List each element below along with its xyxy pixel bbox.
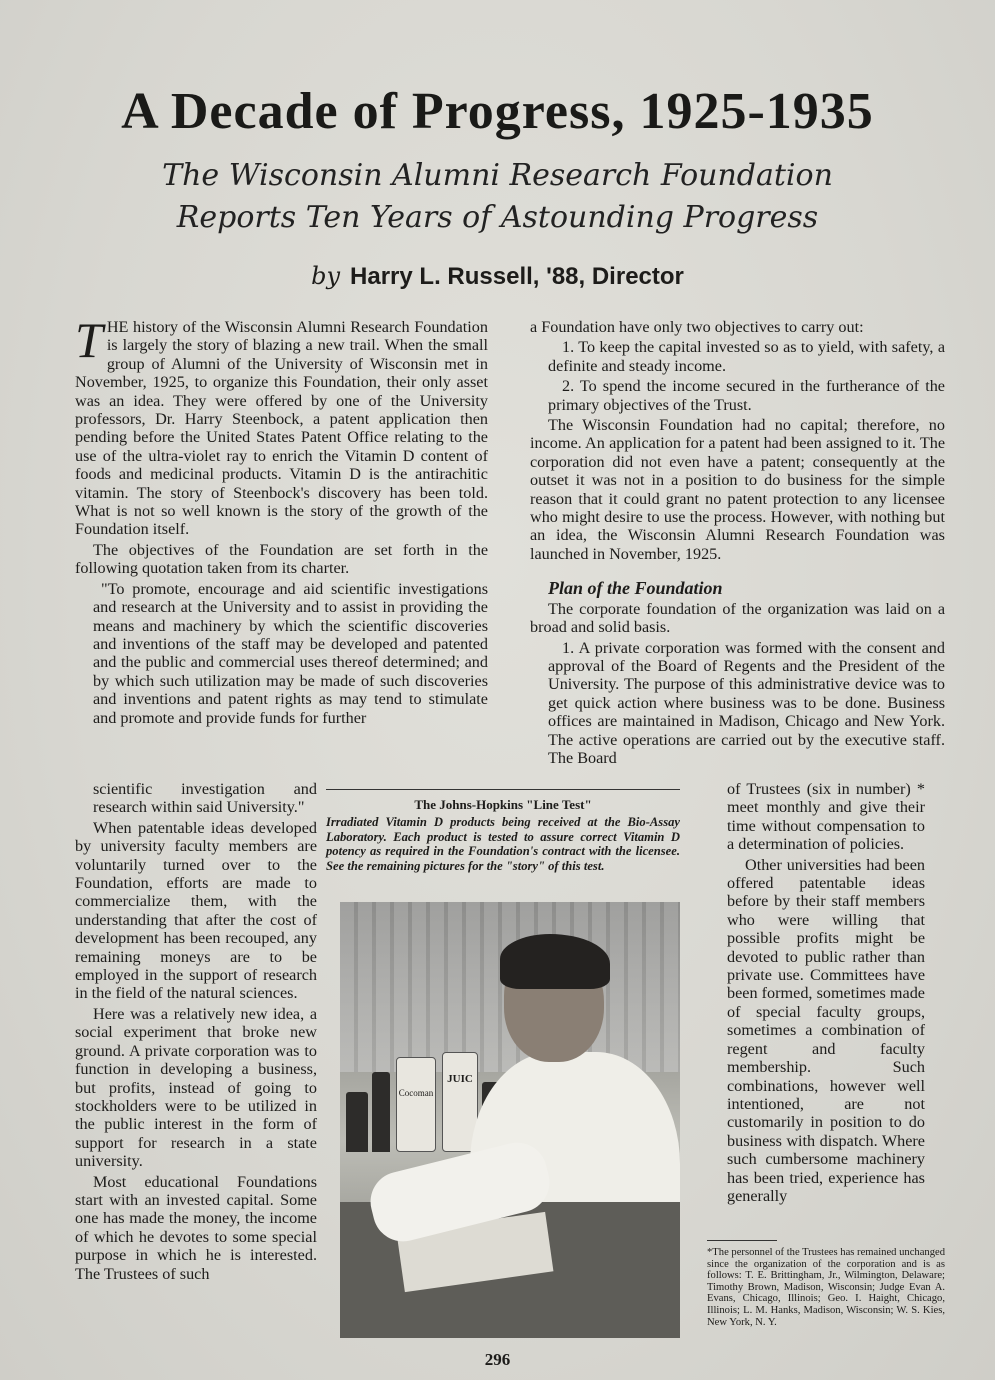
paragraph-intro-text: HE history of the Wisconsin Alumni Research Foundation is largely the story of blazing a new trail. When the small group of Alumni of the University of Wisconsin met in November, 1925, to organize this Foundation, their only asset was an idea. They were offered by one of the University professors, Dr. Harry Steenbock, a patent application then pending before the United States Patent Office relating to the use of the ultra-violet ray to enrich the Vitamin D content of foods and medicinal products. Vitamin D is the antirachitic vitamin. The story of Steenbock's discovery has been told. What is not so well known is the story of the growth of the Foundation itself. [75,318,488,539]
charter-quote: "To promote, encourage and aid scientific investigations and research at the University and to assist in providing the means and machinery by which the scientific discoveries and inventions of the staff may be developed and patented and the public and commercial uses thereof determined; and by which such utilization may be made of such discoveries and inventions and patent rights as may tend to stimulate and promote and provide funds for further [93,579,488,727]
byline-author: Harry L. Russell, '88, Director [350,263,684,290]
section-heading-plan: Plan of the Foundation [548,578,723,599]
can-label-juice: JUIC [442,1052,478,1152]
paragraph-intro [75,312,488,539]
can-label-cocoman: Cocoman [396,1057,436,1152]
left-narrow-column [75,780,317,1285]
photo-caption-title: The Johns-Hopkins "Line Test" [414,797,592,812]
article-title: A Decade of Progress, 1925-1935 [121,83,874,140]
right-narrow-column [727,780,925,1207]
paragraph-two-objectives: a Foundation have only two objectives to carry out: [530,318,864,336]
article-subtitle-line-1: The Wisconsin Alumni Research Foundation [162,158,833,193]
caption-rule [326,789,680,790]
laboratory-photo [340,902,680,1338]
footnote-text: *The personnel of the Trustees has remained unchanged since the organization of the corporation and is as follows: T. E. Brittingham, Jr., Wilmington, Delaware; Timothy Brown, Madison, Wisconsin; Judge Evan A. Evans, Chicago, Illinois; Geo. I. Haight, Chicago, Illinois; L. M. Hanks, Madison, Wisconsin; W. S. Kies, New York, N. Y. [707,1247,946,1328]
paragraph-corporate-foundation: The corporate foundation of the organization was laid on a broad and solid basis. [530,599,945,637]
byline-by: by [311,262,341,290]
drop-cap: T [75,312,103,368]
footnote [707,1240,945,1328]
paragraph-educational-foundations: Most educational Foundations start with an invested capital. Some one has made the money, the income of which he devotes to some special purpose in which he is interested. The Trustees of such [75,1172,317,1283]
footnote-rule [707,1240,777,1241]
photo-caption-text: Irradiated Vitamin D products being received at the Bio-Assay Laboratory. Each product is tested to assure correct Vitamin D potency as required in the Foundation's contract with the licensee. See the remaining pictures for the "story" of this test. [326,815,680,873]
article-subtitle-line-2: Reports Ten Years of Astounding Progress [176,200,819,235]
charter-quote-end: scientific investigation and research within said University." [93,780,317,817]
numbered-item-private-corporation: 1. A private corporation was formed with the consent and approval of the Board of Regents and the President of the University. The purpose of this administrative device was to get quick action where business was to be done. Business offices are maintained in Madison, Chicago and New York. The active operations are carried out by the executive staff. The Board [548,638,945,767]
paragraph-objectives: The objectives of the Foundation are set forth in the following quotation taken from its charter. [75,540,488,578]
page-number: 296 [484,1350,511,1369]
paragraph-no-capital: The Wisconsin Foundation had no capital; therefore, no income. An application for a patent had been assigned to it. The corporation did not even have a patent; consequently at the outset it was not in a position to do business for the simple reason that it could grant no patent protection to any licensee who might desire to use the process. However, with nothing but an idea, the Wisconsin Alumni Research Foundation was launched in November, 1925. [530,416,945,563]
paragraph-other-universities: Other universities had been offered patentable ideas before by their staff members who were willing that possible profits might be devoted to public rather than private use. Committees have been formed, sometimes made of special faculty groups, sometimes a combination of regent and faculty membership. Such combinations, however well intentioned, are not customarily in position to do business with dispatch. Where such cumbersome machinery has been tried, experience has generally [727,855,925,1205]
left-column [75,312,488,729]
numbered-item-1: 1. To keep the capital invested so as to yield, with safety, a definite and steady income. [548,338,945,375]
right-column [530,318,945,769]
numbered-item-2: 2. To spend the income secured in the furtherance of the primary objectives of the Trust. [548,377,945,414]
paragraph-new-idea: Here was a relatively new idea, a social experiment that broke new ground. A private corporation was to function in developing a business, but profits, instead of going to stockholders were to be utilized in the public interest in the form of support for research in a state university. [75,1004,317,1171]
paragraph-patentable-ideas: When patentable ideas developed by university faculty members are voluntarily turned over to the Foundation, efforts are made to commercialize them, with the understanding that after the cost of development has been recouped, any remaining moneys are to be employed in the support of research in the field of the natural sciences. [75,818,317,1003]
paragraph-trustees: of Trustees (six in number) * meet monthly and give their time without compensation to a determination of policies. [727,780,925,854]
byline [0,262,995,291]
